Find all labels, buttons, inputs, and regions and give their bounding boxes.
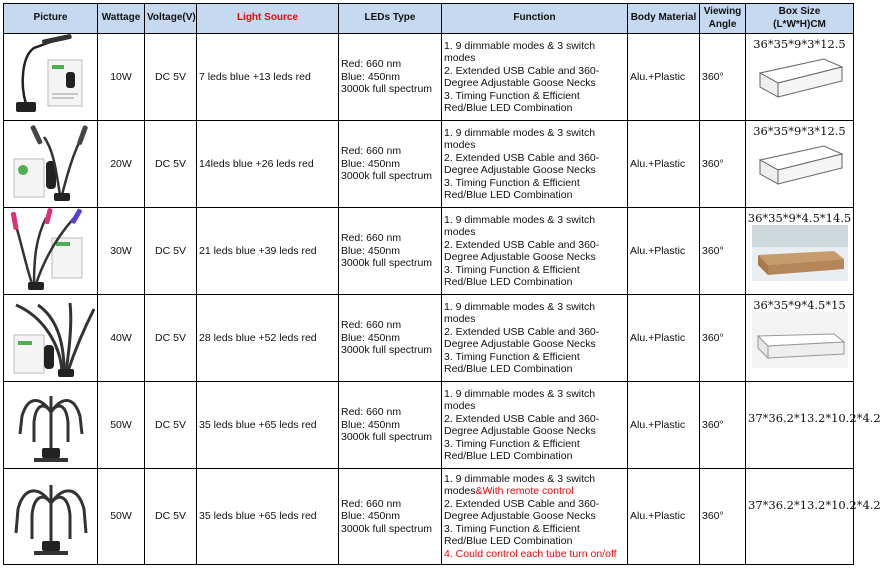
leds-full: 3000k full spectrum <box>341 83 433 96</box>
lamp-1-head-icon <box>4 34 98 120</box>
leds-full: 3000k full spectrum <box>341 170 433 183</box>
leds-blue: Blue: 450nm <box>341 331 400 344</box>
header-box-size <box>746 4 854 34</box>
leds-full: 3000k full spectrum <box>341 522 433 535</box>
light-source-cell: 28 leds blue +52 leds red <box>197 295 339 382</box>
table-row <box>4 382 854 469</box>
header-box-size-line2: (L*W*H)CM <box>773 18 826 30</box>
function-cell <box>442 208 628 295</box>
leds-full: 3000k full spectrum <box>341 344 433 357</box>
leds-blue: Blue: 450nm <box>341 510 400 523</box>
header-body-material: Body Material <box>628 4 700 34</box>
material-cell: Alu.+Plastic <box>628 469 700 565</box>
function-cell <box>442 34 628 121</box>
box-drawing-icon <box>752 138 848 190</box>
function-3: 3. Timing Function & Efficient Red/Blue LED Combination <box>444 89 580 114</box>
voltage-cell: DC 5V <box>145 208 197 295</box>
leds-red: Red: 660 nm <box>341 319 402 332</box>
angle-cell: 360° <box>700 34 746 121</box>
material-cell: Alu.+Plastic <box>628 295 700 382</box>
picture-cell <box>4 208 98 295</box>
function-3: 3. Timing Function & Efficient Red/Blue LED Combination <box>444 522 580 548</box>
voltage-cell: DC 5V <box>145 382 197 469</box>
leds-full: 3000k full spectrum <box>341 431 433 444</box>
box-drawing-icon <box>752 51 848 103</box>
header-picture: Picture <box>4 4 98 34</box>
function-cell <box>442 295 628 382</box>
header-wattage: Wattage <box>98 4 145 34</box>
leds-red: Red: 660 nm <box>341 145 402 158</box>
light-source-cell: 35 leds blue +65 leds red <box>197 382 339 469</box>
function-1: 1. 9 dimmable modes & 3 switch modes <box>444 126 596 151</box>
material-cell: Alu.+Plastic <box>628 382 700 469</box>
table-row <box>4 34 854 121</box>
light-source-cell: 21 leds blue +39 leds red <box>197 208 339 295</box>
box-size-cell <box>746 34 854 121</box>
box-photo-icon <box>752 225 848 281</box>
function-2: 2. Extended USB Cable and 360-Degree Adjustable Goose Necks <box>444 412 600 437</box>
lamp-2-heads-icon <box>4 121 98 207</box>
function-cell <box>442 469 628 565</box>
wattage-cell: 40W <box>98 295 145 382</box>
picture-cell <box>4 469 98 565</box>
leds-type-cell <box>339 295 442 382</box>
table-row <box>4 469 854 565</box>
leds-red: Red: 660 nm <box>341 58 402 71</box>
box-size-cell <box>746 121 854 208</box>
light-source-cell: 14leds blue +26 leds red <box>197 121 339 208</box>
header-function: Function <box>442 4 628 34</box>
function-3: 3. Timing Function & Efficient Red/Blue LED Combination <box>444 263 580 288</box>
leds-type-cell <box>339 34 442 121</box>
function-1: 1. 9 dimmable modes & 3 switch modes <box>444 213 596 238</box>
box-size-text: 36*35*9*4.5*14.5 <box>747 211 852 225</box>
leds-type-cell <box>339 208 442 295</box>
wattage-cell: 10W <box>98 34 145 121</box>
header-voltage: Voltage(V) <box>145 4 197 34</box>
leds-blue: Blue: 450nm <box>341 70 400 83</box>
material-cell: Alu.+Plastic <box>628 121 700 208</box>
header-viewing-angle: Viewing Angle <box>700 4 746 34</box>
leds-type-cell <box>339 469 442 565</box>
function-cell <box>442 121 628 208</box>
angle-cell: 360° <box>700 208 746 295</box>
header-row <box>4 4 854 34</box>
table-row <box>4 208 854 295</box>
box-size-cell <box>746 208 854 295</box>
box-size-text: 36*35*9*3*12.5 <box>753 124 846 138</box>
material-cell: Alu.+Plastic <box>628 34 700 121</box>
picture-cell <box>4 121 98 208</box>
function-3: 3. Timing Function & Efficient Red/Blue LED Combination <box>444 350 580 375</box>
angle-cell: 360° <box>700 295 746 382</box>
leds-type-cell <box>339 382 442 469</box>
function-1-remote: &With remote control <box>475 485 574 498</box>
table-row <box>4 121 854 208</box>
material-cell: Alu.+Plastic <box>628 208 700 295</box>
function-2: 2. Extended USB Cable and 360-Degree Adjustable Goose Necks <box>444 151 600 176</box>
box-size-text: 36*35*9*3*12.5 <box>753 37 846 51</box>
function-2: 2. Extended USB Cable and 360-Degree Adjustable Goose Necks <box>444 325 600 350</box>
wattage-cell: 50W <box>98 382 145 469</box>
function-3: 3. Timing Function & Efficient Red/Blue LED Combination <box>444 176 580 201</box>
box-size-text: 37*36.2*13.2*10.2*4.2 <box>748 498 881 512</box>
leds-blue: Blue: 450nm <box>341 157 400 170</box>
voltage-cell: DC 5V <box>145 295 197 382</box>
voltage-cell: DC 5V <box>145 469 197 565</box>
picture-cell <box>4 382 98 469</box>
function-1: 1. 9 dimmable modes & 3 switch modes <box>444 39 596 64</box>
light-source-cell: 7 leds blue +13 leds red <box>197 34 339 121</box>
leds-blue: Blue: 450nm <box>341 244 400 257</box>
function-1: 1. 9 dimmable modes & 3 switch modes <box>444 300 596 325</box>
box-size-text: 37*36.2*13.2*10.2*4.2 <box>748 411 881 425</box>
voltage-cell: DC 5V <box>145 121 197 208</box>
function-1 <box>444 473 625 498</box>
box-size-text: 36*35*9*4.5*15 <box>753 298 846 312</box>
table-row <box>4 295 854 382</box>
spec-table <box>3 3 881 565</box>
leds-blue: Blue: 450nm <box>341 418 400 431</box>
header-box-size-line1: Box Size <box>778 6 821 17</box>
wattage-cell: 30W <box>98 208 145 295</box>
leds-red: Red: 660 nm <box>341 232 402 245</box>
header-leds-type: LEDs Type <box>339 4 442 34</box>
lamp-5-heads-icon <box>4 382 98 468</box>
angle-cell: 360° <box>700 469 746 565</box>
function-2: 2. Extended USB Cable and 360-Degree Adjustable Goose Necks <box>444 64 600 89</box>
picture-cell <box>4 295 98 382</box>
leds-type-cell <box>339 121 442 208</box>
wattage-cell: 20W <box>98 121 145 208</box>
box-size-cell <box>746 295 854 382</box>
function-2: 2. Extended USB Cable and 360-Degree Adjustable Goose Necks <box>444 238 600 263</box>
voltage-cell: DC 5V <box>145 34 197 121</box>
leds-full: 3000k full spectrum <box>341 257 433 270</box>
function-4: 4. Could control each tube turn on/off <box>444 547 617 560</box>
box-photo-icon <box>752 312 848 368</box>
lamp-5-heads-remote-icon <box>4 469 98 564</box>
light-source-cell: 35 leds blue +65 leds red <box>197 469 339 565</box>
wattage-cell: 50W <box>98 469 145 565</box>
function-2: 2. Extended USB Cable and 360-Degree Adjustable Goose Necks <box>444 497 600 523</box>
function-1-text: 1. 9 dimmable modes & 3 switch modes <box>444 472 596 498</box>
angle-cell: 360° <box>700 382 746 469</box>
box-size-cell <box>746 382 881 469</box>
leds-red: Red: 660 nm <box>341 497 402 510</box>
box-size-cell <box>746 469 881 565</box>
lamp-4-heads-icon <box>4 295 98 381</box>
function-cell <box>442 382 628 469</box>
leds-red: Red: 660 nm <box>341 406 402 419</box>
header-light-source: Light Source <box>197 4 339 34</box>
picture-cell <box>4 34 98 121</box>
lamp-3-heads-icon <box>4 208 98 294</box>
function-3: 3. Timing Function & Efficient Red/Blue LED Combination <box>444 437 580 462</box>
angle-cell: 360° <box>700 121 746 208</box>
function-1: 1. 9 dimmable modes & 3 switch modes <box>444 387 596 412</box>
